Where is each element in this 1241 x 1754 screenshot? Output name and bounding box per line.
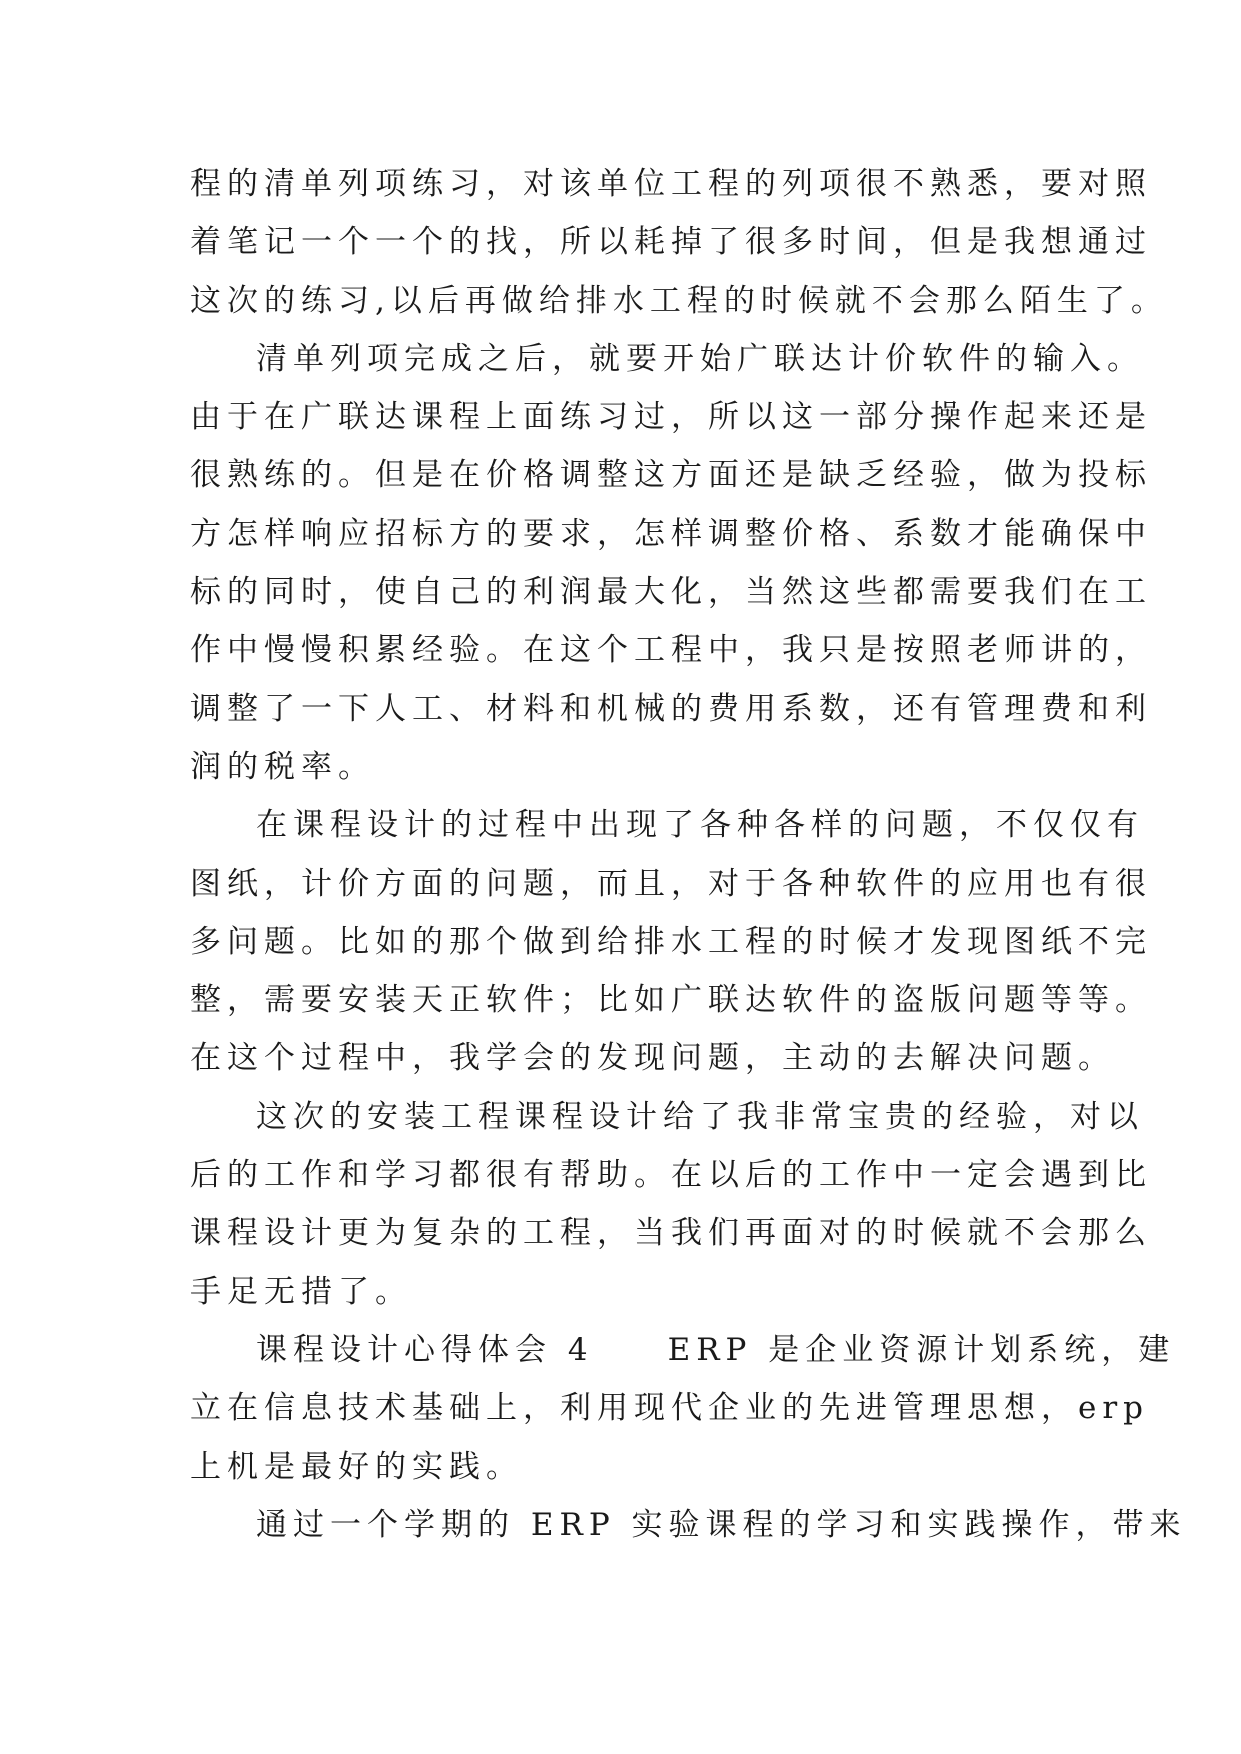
paragraph-first-line: 这次的安装工程课程设计给了我非常宝贵的经验，对以 xyxy=(256,1098,1144,1135)
paragraph-first-line: 在课程设计的过程中出现了各种各样的问题，不仅仅有 xyxy=(256,807,1144,844)
document-body xyxy=(190,155,1187,1554)
text-line: 在这个过程中，我学会的发现问题，主动的去解决问题。 xyxy=(190,1040,1115,1077)
text-line: 作中慢慢积累经验。在这个工程中，我只是按照老师讲的， xyxy=(190,632,1152,669)
text-line: 标的同时，使自己的利润最大化，当然这些都需要我们在工 xyxy=(190,574,1152,611)
text-line: 上机是最好的实践。 xyxy=(190,1448,523,1485)
text-line: 多问题。比如的那个做到给排水工程的时候才发现图纸不完 xyxy=(190,923,1152,960)
paragraph-first-line: 通过一个学期的 ERP 实验课程的学习和实践操作，带来 xyxy=(256,1506,1187,1543)
text-line: 手足无措了。 xyxy=(190,1273,412,1310)
text-line: 方怎样响应招标方的要求，怎样调整价格、系数才能确保中 xyxy=(190,515,1152,552)
text-line: 立在信息技术基础上，利用现代企业的先进管理思想，erp xyxy=(190,1390,1150,1427)
section-heading-line: 课程设计心得体会 4 ERP 是企业资源计划系统，建 xyxy=(256,1331,1176,1368)
text-line: 着笔记一个一个的找，所以耗掉了很多时间，但是我想通过 xyxy=(190,224,1152,261)
text-line: 由于在广联达课程上面练习过，所以这一部分操作起来还是 xyxy=(190,399,1152,436)
text-line: 润的税率。 xyxy=(190,748,375,785)
paragraph-first-line: 清单列项完成之后，就要开始广联达计价软件的输入。 xyxy=(256,340,1144,377)
text-line: 图纸，计价方面的问题，而且，对于各种软件的应用也有很 xyxy=(190,865,1152,902)
text-line: 课程设计更为复杂的工程，当我们再面对的时候就不会那么 xyxy=(190,1215,1152,1252)
text-line: 调整了一下人工、材料和机械的费用系数，还有管理费和利 xyxy=(190,690,1152,727)
text-line: 整，需要安装天正软件；比如广联达软件的盗版问题等等。 xyxy=(190,982,1152,1019)
text-line: 很熟练的。但是在价格调整这方面还是缺乏经验，做为投标 xyxy=(190,457,1152,494)
text-line: 程的清单列项练习，对该单位工程的列项很不熟悉，要对照 xyxy=(190,166,1152,202)
text-line: 后的工作和学习都很有帮助。在以后的工作中一定会遇到比 xyxy=(190,1157,1152,1194)
text-line: 这次的练习,以后再做给排水工程的时候就不会那么陌生了。 xyxy=(190,282,1168,319)
